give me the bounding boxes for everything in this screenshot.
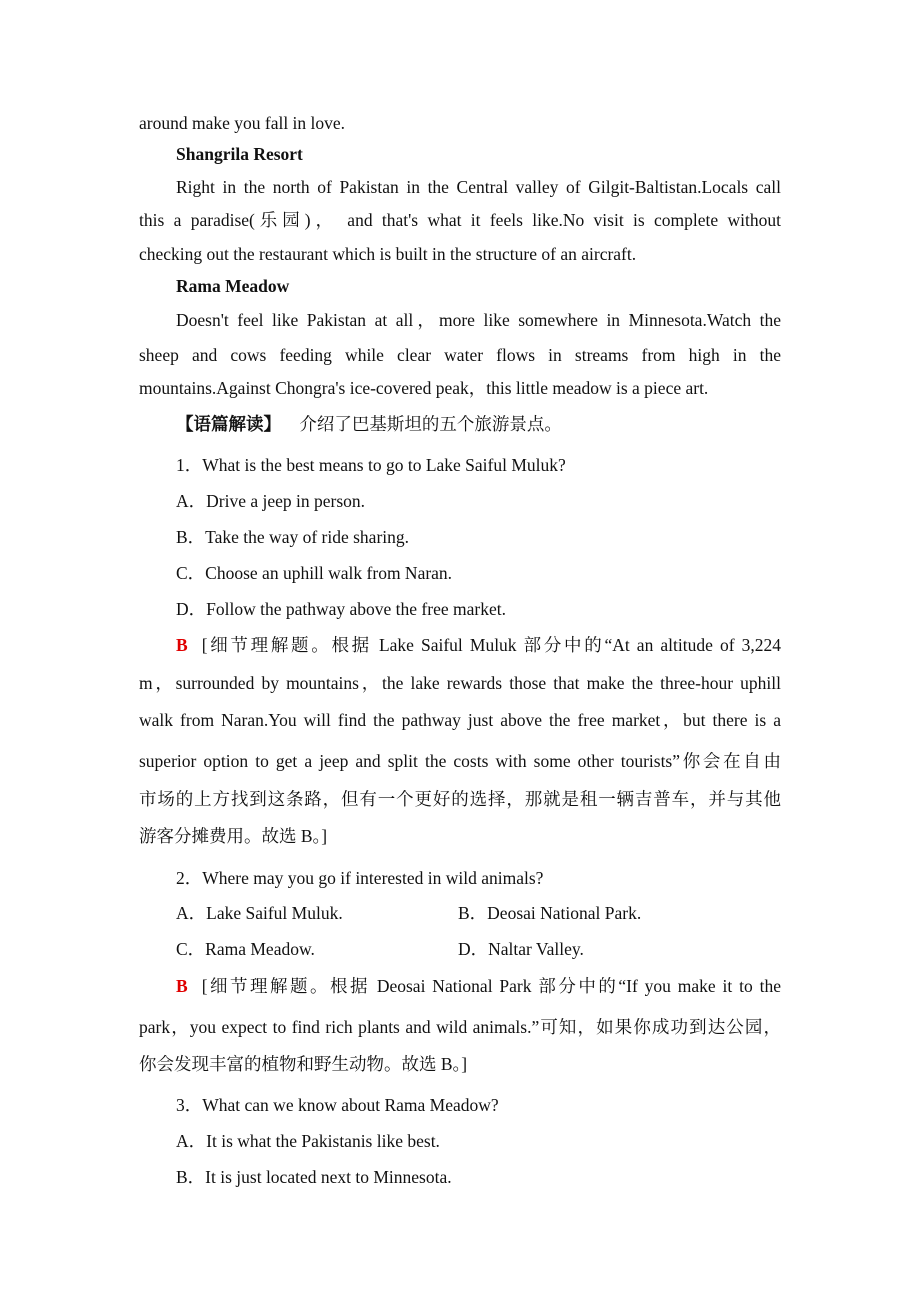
option: B．Deosai National Park. — [458, 903, 642, 923]
paragraph-line: mountains.Against Chongra's ice-covered peak，this little meadow is a piece art. — [139, 378, 709, 398]
explanation-line — [176, 974, 781, 998]
explanation-line: 游客分摊费用。故选 B。] — [139, 826, 328, 846]
analysis-text: 介绍了巴基斯坦的五个旅游景点。 — [299, 414, 562, 434]
option: A．Lake Saiful Muluk. — [176, 903, 343, 923]
paragraph-line: Right in the north of Pakistan in the Central valley of Gilgit-Baltistan.Locals call — [176, 177, 781, 197]
option: A．Drive a jeep in person. — [176, 491, 366, 511]
paragraph-line: Doesn't feel like Pakistan at all，more like somewhere in Minnesota.Watch the — [176, 310, 781, 330]
explanation-line: walk from Naran.You will find the pathway just above the free market，but there is a — [139, 710, 781, 730]
option: D．Follow the pathway above the free market. — [176, 599, 506, 619]
answer-key: B — [176, 635, 188, 655]
explanation-line: park，you expect to find rich plants and wild animals.”可知，如果你成功到达公园， — [139, 1017, 781, 1037]
option-row — [176, 901, 781, 925]
explanation-line — [176, 633, 781, 657]
analysis-line — [176, 412, 781, 436]
paragraph-line: sheep and cows feeding while clear water flows in streams from high in the — [139, 345, 781, 365]
option: B．It is just located next to Minnesota. — [176, 1167, 452, 1187]
explanation-line: m，surrounded by mountains，the lake rewards those that make the three-hour uphill — [139, 673, 781, 693]
explanation-line: 你会发现丰富的植物和野生动物。故选 B。] — [139, 1054, 468, 1074]
explanation-line: 市场的上方找到这条路，但有一个更好的选择，那就是租一辆吉普车，并与其他 — [139, 789, 781, 809]
answer-key: B — [176, 976, 188, 996]
analysis-label: 【语篇解读】 — [176, 414, 281, 434]
option: A．It is what the Pakistanis like best. — [176, 1131, 440, 1151]
option: C．Rama Meadow. — [176, 939, 315, 959]
explanation-line: superior option to get a jeep and split the costs with some other tourists”你会在自由 — [139, 751, 781, 771]
explanation-text: [细节理解题。根据 Deosai National Park 部分中的“If you make it to the — [201, 976, 781, 996]
explanation-text: [细节理解题。根据 Lake Saiful Muluk 部分中的“At an altitude of 3,224 — [201, 635, 781, 655]
paragraph-line: this a paradise(乐园)， and that's what it feels like.No visit is complete without — [139, 210, 781, 230]
section-heading: Rama Meadow — [176, 276, 290, 296]
option-row — [176, 937, 781, 961]
section-heading: Shangrila Resort — [176, 144, 303, 164]
paragraph-line: around make you fall in love. — [139, 113, 346, 133]
option: C．Choose an uphill walk from Naran. — [176, 563, 453, 583]
option: D．Naltar Valley. — [458, 939, 584, 959]
question-stem: 3．What can we know about Rama Meadow? — [176, 1095, 499, 1115]
question-stem: 2．Where may you go if interested in wild animals? — [176, 868, 544, 888]
paragraph-line: checking out the restaurant which is built in the structure of an aircraft. — [139, 244, 637, 264]
question-stem: 1．What is the best means to go to Lake Saiful Muluk? — [176, 455, 566, 475]
option: B．Take the way of ride sharing. — [176, 527, 410, 547]
